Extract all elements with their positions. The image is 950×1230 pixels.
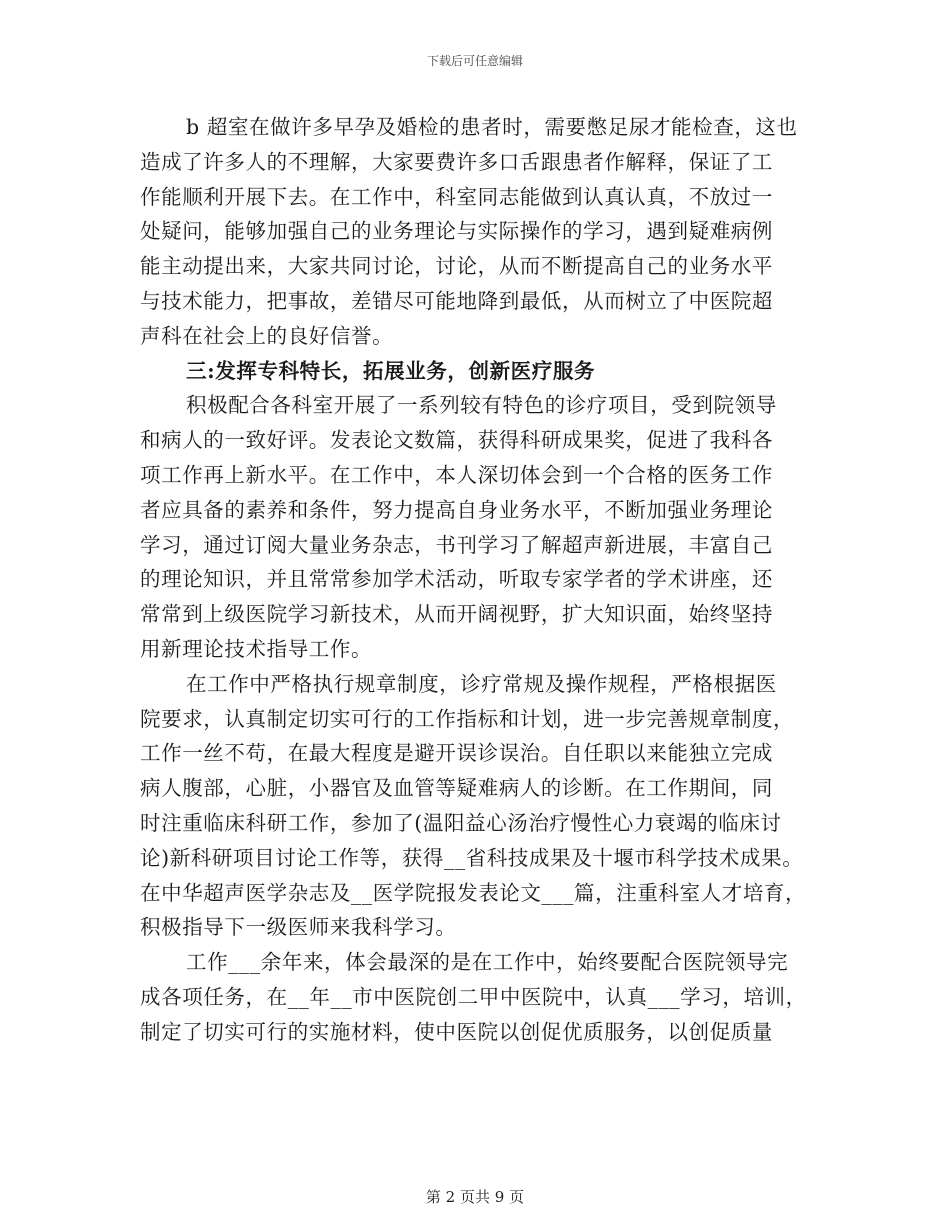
text-line: 论)新科研项目讨论工作等，获得__省科技成果及十堰市科学技术成果。 — [140, 845, 804, 870]
text-line: 成各项任务，在__年__市中医院创二甲中医院中，认真___学习，培训， — [140, 985, 807, 1009]
page-footer: 第 2 页共 9 页 — [425, 1188, 525, 1206]
text-line: 用新理论技术指导工作。 — [140, 637, 373, 661]
text-line: 在中华超声医学杂志及__医学院报发表论文___篇，注重科室人才培育， — [140, 880, 807, 905]
text-line: 者应具备的素养和条件，努力提高自身业务水平，不断加强业务理论 — [140, 497, 773, 522]
text-line: 工作___余年来，体会最深的是在工作中，始终要配合医院领导完 — [186, 950, 789, 975]
text-line: 的理论知识，并且常常参加学术活动，听取专家学者的学术讲座，还 — [140, 567, 773, 592]
text-line: 制定了切实可行的实施材料，使中医院以创促优质服务，以创促质量 — [140, 1019, 773, 1044]
text-line: 造成了许多人的不理解，大家要费许多口舌跟患者作解释，保证了工 — [140, 149, 773, 174]
text-line: 在工作中严格执行规章制度，诊疗常规及操作规程，严格根据医 — [186, 671, 777, 696]
text-line: b 超室在做许多早孕及婚检的患者时，需要憋足尿才能检查，这也 — [186, 115, 798, 139]
text-line: 工作一丝不苟，在最大程度是避开误诊误治。自任职以来能独立完成 — [140, 741, 773, 766]
text-line: 声科在社会上的良好信誉。 — [140, 323, 394, 348]
text-line: 作能顺利开展下去。在工作中，科室同志能做到认真认真，不放过一 — [140, 184, 773, 209]
section-heading: 三:发挥专科特长，拓展业务，创新医疗服务 — [186, 358, 596, 383]
text-line: 常常到上级医院学习新技术，从而开阔视野，扩大知识面，始终坚持 — [140, 602, 773, 627]
page-header: 下载后可任意编辑 — [426, 54, 523, 68]
text-line: 和病人的一致好评。发表论文数篇，获得科研成果奖，促进了我科各 — [140, 428, 773, 453]
text-line: 积极配合各科室开展了一系列较有特色的诊疗项目，受到院领导 — [186, 393, 777, 418]
text-line: 学习，通过订阅大量业务杂志，书刊学习了解超声新进展，丰富自己 — [140, 532, 773, 557]
text-line: 项工作再上新水平。在工作中，本人深切体会到一个合格的医务工作 — [140, 463, 773, 487]
text-line: 处疑问，能够加强自己的业务理论与实际操作的学习，遇到疑难病例 — [140, 219, 773, 244]
text-line: 病人腹部，心脏，小器官及血管等疑难病人的诊断。在工作期间，同 — [140, 776, 773, 801]
text-line: 积极指导下一级医师来我科学习。 — [140, 915, 457, 940]
text-line: 能主动提出来，大家共同讨论，讨论，从而不断提高自己的业务水平 — [140, 254, 773, 279]
text-line: 与技术能力，把事故，差错尽可能地降到最低，从而树立了中医院超 — [140, 289, 773, 313]
text-line: 院要求，认真制定切实可行的工作指标和计划，进一步完善规章制度， — [140, 706, 795, 731]
text-line: 时注重临床科研工作，参加了(温阳益心汤治疗慢性心力衰竭的临床讨 — [140, 811, 782, 835]
